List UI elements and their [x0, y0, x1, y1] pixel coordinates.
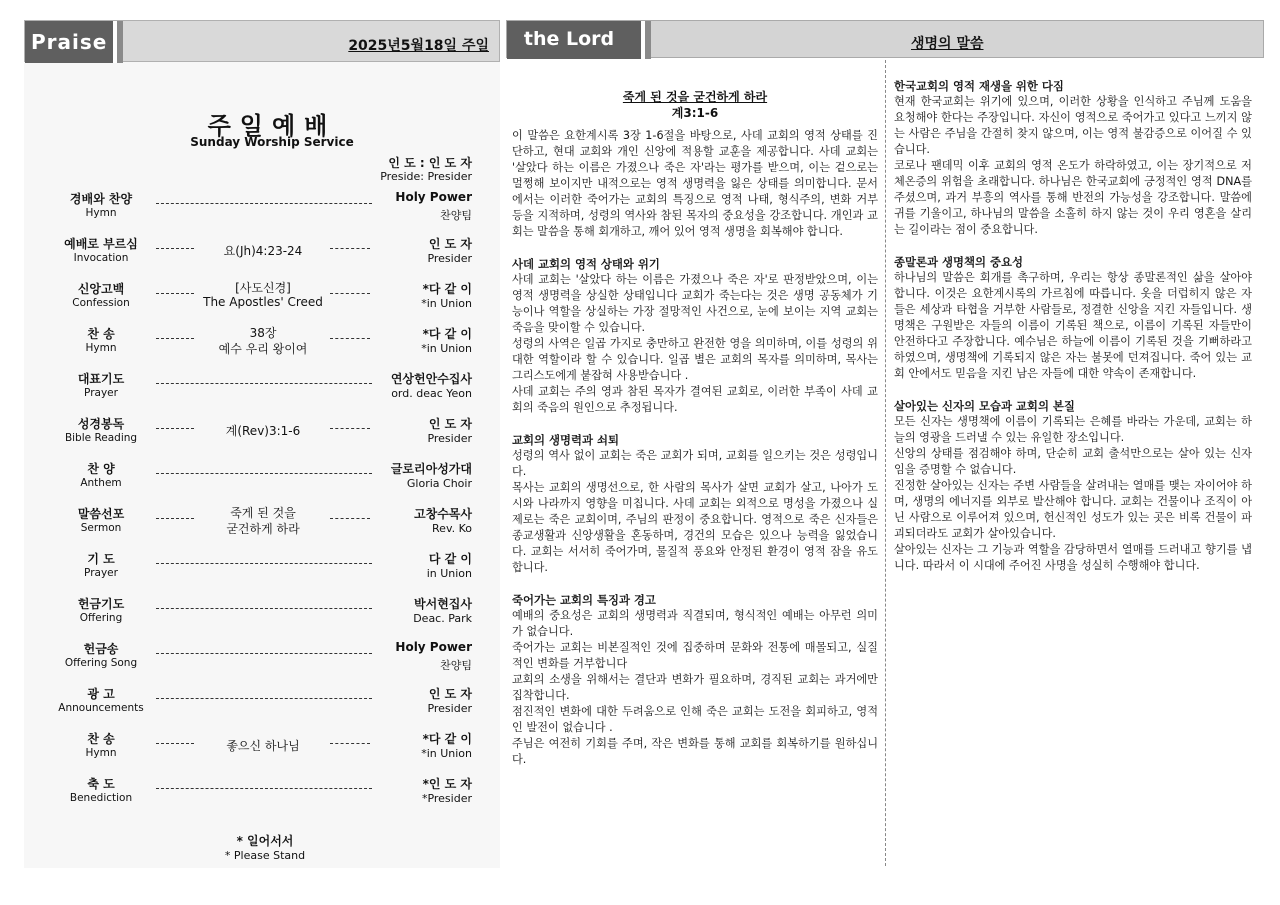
order-detail: 계(Rev)3:1-6 [225, 424, 301, 438]
order-row-sermon [24, 503, 500, 543]
order-detail: 죽게 된 것을 [230, 506, 296, 520]
order-item-ko: 찬 송 [87, 732, 115, 746]
order-leader-sub: ord. deac Yeon [391, 387, 472, 400]
preside-label-en: Preside: Presider [380, 170, 472, 183]
section-heading: 교회의 생명력과 쇠퇴 [512, 433, 619, 447]
sermon-intro: 이 말씀은 요한계시록 3장 1-6절을 바탕으로, 사데 교회의 영적 상태를 진단하고, 현대 교회와 개인 신앙에 적용할 교훈을 제공합니다. 사데 교회는 '살았다 하는 이름은 가졌으나 죽은 자'라는 평가를 받으며, 이는 겉으로는 멀쩡해 보이지만 내적으로는 영적 생명력을 잃은 상태를 의미합니다. 문서에서는 이러한 죽어가는 교회의 특징으로 영적 나태, 형식주의, 변화 거부 등을 지적하며, 성령의 역사와 참된 목자의 중요성을 강조합니다. 개인과 교회는 말씀을 통해 회개하고, 깨어 있어 영적 생명을 회복해야 합니다. [512, 129, 878, 238]
order-item-en: Confession [72, 297, 130, 309]
section-paragraph: 모든 신자는 생명책에 이름이 기록되는 은혜를 바라는 가운데, 교회는 하늘의 영광을 드러낼 수 있는 유일한 장소입니다. [894, 415, 1252, 444]
order-detail: 38장 [249, 326, 277, 340]
order-row-offering-song [24, 638, 500, 678]
section-paragraph: 신앙의 상태를 점검해야 하며, 단순히 교회 출석만으로는 살아 있는 신자임을 증명할 수 없습니다. [894, 447, 1252, 476]
order-leader: 다 같 이 [428, 552, 472, 566]
order-item-ko: 예배로 부르심 [64, 237, 138, 251]
section-paragraph: 주님은 여전히 기회를 주며, 작은 변화를 통해 교회를 회복하기를 원하십니다. [512, 737, 878, 766]
service-date: 2025년5월18일 주일 [348, 38, 489, 54]
section-paragraph: 점진적인 변화에 대한 두려움으로 인해 죽은 교회는 도전을 회피하고, 영적인 발전이 없습니다 . [512, 705, 878, 734]
order-row-prayer-union [24, 548, 500, 588]
order-leader: *다 같 이 [422, 327, 472, 341]
order-item-ko: 성경봉독 [77, 417, 125, 431]
order-leader-sub: Presider [427, 702, 472, 715]
order-leader-sub: Deac. Park [413, 612, 472, 625]
dotted-leader [330, 428, 370, 429]
order-item-en: Prayer [84, 387, 118, 399]
order-item-en: Anthem [80, 477, 122, 489]
dotted-leader [330, 518, 370, 519]
dotted-leader [156, 428, 194, 429]
order-item-en: Hymn [85, 747, 117, 759]
section-paragraph: 코로나 팬데믹 이후 교회의 영적 온도가 하락하였고, 이는 장기적으로 저체온증의 위험을 초래합니다. 하나님은 한국교회에 긍정적인 영적 DNA를 주셨으며, 과거 부흥의 역사를 통해 반전의 가능성을 강조합니다. 말씀에 귀를 기울이고, 하나님의 말씀을 소홀히 하지 않는 것이 우리 영혼을 살리는 길이라는 점이 중요합니다. [894, 159, 1252, 236]
order-leader: *다 같 이 [422, 282, 472, 296]
sermon-panel [506, 20, 1264, 868]
order-item-ko: 대표기도 [77, 372, 125, 386]
order-leader: Holy Power [395, 190, 472, 204]
order-leader-sub: Presider [427, 252, 472, 265]
dotted-leader [330, 293, 370, 294]
order-item-ko: 찬 송 [87, 327, 115, 341]
order-item-ko: 헌금송 [83, 642, 119, 656]
order-leader: 연상헌안수집사 [390, 372, 472, 386]
order-item-ko: 말씀선포 [77, 507, 125, 521]
sermon-column-1 [512, 128, 878, 784]
order-leader: 인 도 자 [428, 687, 472, 701]
order-row-invocation [24, 233, 500, 273]
order-item-ko: 찬 양 [87, 462, 115, 476]
section-paragraph: 현재 한국교회는 위기에 있으며, 이러한 상황을 인식하고 주님께 도움을 요청해야 한다는 주장입니다. 자신이 영적으로 죽어가고 있다고 느끼지 않는 사람은 주님을 간절히 찾지 않으며, 이는 영적 불감증으로 이어질 수 있습니다. [894, 95, 1252, 156]
praise-tag: Praise [25, 21, 117, 63]
dotted-leader [156, 653, 372, 654]
dotted-leader [156, 293, 194, 294]
order-leader-sub: *in Union [421, 747, 472, 760]
order-item-ko: 경배와 찬양 [69, 192, 133, 206]
section-paragraph: 성령의 사역은 일곱 가지로 충만하고 완전한 영을 의미하며, 이를 성령의 위대한 역할이라 할 수 있습니다. 일곱 별은 교회의 목자를 의미하며, 목사는 그리스도에게 붙잡혀 사용받습니다 . [512, 337, 878, 382]
dotted-leader [156, 383, 372, 384]
order-leader: 인 도 자 [428, 237, 472, 251]
order-item-ko: 기 도 [87, 552, 115, 566]
dotted-leader [156, 698, 372, 699]
section-heading: 죽어가는 교회의 특징과 경고 [512, 593, 656, 607]
order-item-en: Prayer [84, 567, 118, 579]
preside-label-ko: 인 도 : 인 도 자 [388, 156, 472, 170]
dotted-leader [330, 743, 370, 744]
order-row-benediction [24, 773, 500, 813]
order-item-ko: 헌금기도 [77, 597, 125, 611]
order-item-en: Hymn [85, 207, 117, 219]
worship-title-en: Sunday Worship Service [190, 135, 354, 149]
dotted-leader [330, 248, 370, 249]
order-detail-sub: 예수 우리 왕이여 [218, 342, 308, 356]
section-paragraph: 사데 교회는 '살았다 하는 이름은 가졌으나 죽은 자'로 판정받았으며, 이는 영적 생명력을 상실한 상태입니다 교회가 죽는다는 것은 생명 공동체가 기능이나 역할을 상실하는 가장 절망적인 사건으로, 눈에 보이는 지역 교회는 죽음을 맞이할 수 있습니다. [512, 273, 878, 334]
order-row-bible-reading [24, 413, 500, 453]
order-item-en: Invocation [73, 252, 129, 264]
order-leader: Holy Power [395, 640, 472, 654]
section-paragraph: 진정한 살아있는 신자는 주변 사람들을 살려내는 열매를 맺는 자이어야 하며, 생명의 에너지를 외부로 발산해야 합니다. 교회는 건물이나 조직이 아닌 사람으로 이루어져 있으며, 헌신적인 성도가 있는 곳은 비록 건물이 파괴되더라도 교회가 살아있습니다. [894, 479, 1252, 540]
dotted-leader [156, 338, 194, 339]
word-of-life-title: 생명의 말씀 [911, 36, 984, 52]
worship-title-ko: 주일예배 [207, 112, 337, 140]
order-detail-sub: The Apostles' Creed [203, 295, 323, 309]
section-paragraph: 하나님의 말씀은 회개를 촉구하며, 우리는 항상 종말론적인 삶을 살아야 합니다. 이것은 요한계시록의 가르침에 따릅니다. 옷을 더럽히지 않은 자들은 세상과 타협을 거부한 사람들로, 정결한 신앙을 지킨 자들입니다. 생명책은 구원받은 자들의 이름이 기록된 책으로, 이름이 기록된 자들만이 안전하다고 주장합니다. 예수님은 하늘에 이름이 기록된 것을 기뻐하라고 하였으며, 생명책에 기록되지 않은 자는 불못에 던져집니다. 죽어 있는 교회 안에서도 믿음을 지킨 남은 자들에 대한 약속이 존재합니다. [894, 271, 1252, 380]
order-detail: 좋으신 하나님 [226, 739, 300, 753]
order-of-worship-panel [24, 20, 500, 868]
order-leader: 글로리아성가대 [390, 462, 472, 476]
order-leader-sub: 찬양팀 [440, 209, 472, 222]
left-header-bar [24, 20, 500, 62]
right-header-bar [506, 20, 1264, 58]
order-leader-sub: *in Union [421, 342, 472, 355]
column-divider [885, 60, 886, 866]
order-item-ko: 축 도 [87, 777, 115, 791]
dotted-leader [156, 743, 194, 744]
order-row-anthem [24, 458, 500, 498]
order-row-closing-hymn [24, 728, 500, 768]
section-heading: 사데 교회의 영적 상태와 위기 [512, 257, 660, 271]
section-paragraph: 사데 교회는 주의 영과 참된 목자가 결여된 교회로, 이러한 부족이 사데 교회의 죽음의 원인으로 추정됩니다. [512, 385, 878, 414]
order-leader: 인 도 자 [428, 417, 472, 431]
order-leader-sub: Presider [427, 432, 472, 445]
order-leader-sub: in Union [426, 567, 472, 580]
order-row-offering [24, 593, 500, 633]
order-item-en: Benediction [69, 792, 133, 804]
order-item-en: Offering [79, 612, 123, 624]
order-leader-sub: *Presider [421, 792, 472, 805]
section-paragraph: 살아있는 신자는 그 기능과 역할을 감당하면서 열매를 드러내고 향기를 냅니다. 따라서 이 시대에 주어진 사명을 성실히 수행해야 합니다. [894, 543, 1252, 572]
order-leader-sub: Gloria Choir [406, 477, 472, 490]
order-row-confession [24, 278, 500, 318]
order-item-en: Announcements [58, 702, 144, 714]
order-leader: 박서현집사 [414, 597, 472, 611]
dotted-leader [156, 518, 194, 519]
dotted-leader [156, 248, 194, 249]
section-paragraph: 성령의 역사 없이 교회는 죽은 교회가 되며, 교회를 일으키는 것은 성령입니다. [512, 449, 878, 478]
order-leader: *인 도 자 [422, 777, 472, 791]
section-paragraph: 교회의 소생을 위해서는 결단과 변화가 필요하며, 경직된 교회는 과거에만 집착합니다. [512, 673, 878, 702]
order-detail-sub: 굳건하게 하라 [226, 522, 300, 536]
sermon-column-2 [894, 78, 1252, 590]
order-row-prayer [24, 368, 500, 408]
order-item-en: Bible Reading [64, 432, 138, 444]
order-detail: [사도신경] [235, 281, 291, 295]
order-leader-sub: 찬양팀 [440, 659, 472, 672]
section-heading: 살아있는 신자의 모습과 교회의 본질 [894, 399, 1075, 413]
sermon-scripture-ref: 계3:1-6 [671, 106, 719, 120]
order-row-hymn-38 [24, 323, 500, 363]
order-item-en: Hymn [85, 342, 117, 354]
order-item-ko: 신앙고백 [77, 282, 125, 296]
order-detail: 요(Jh)4:23-24 [223, 244, 303, 258]
order-leader-sub: *in Union [421, 297, 472, 310]
section-paragraph: 죽어가는 교회는 비본질적인 것에 집중하며 문화와 전통에 매몰되고, 실질적인 변화를 거부합니다 [512, 641, 878, 670]
please-stand-note-en: * Please Stand [224, 849, 306, 862]
order-item-ko: 광 고 [87, 687, 115, 701]
dotted-leader [156, 473, 372, 474]
sermon-title: 죽게 된 것을 굳건하게 하라 [622, 90, 768, 104]
the-lord-tag: the Lord [507, 21, 645, 59]
section-paragraph: 예배의 중요성은 교회의 생명력과 직결되며, 형식적인 예배는 아무런 의미가 없습니다. [512, 609, 878, 638]
order-item-en: Sermon [80, 522, 122, 534]
dotted-leader [156, 563, 372, 564]
dotted-leader [156, 203, 372, 204]
order-row-announcements [24, 683, 500, 723]
order-leader-sub: Rev. Ko [432, 522, 472, 535]
please-stand-note-ko: * 일어서서 [236, 834, 294, 848]
order-item-en: Offering Song [64, 657, 138, 669]
order-row-hymn [24, 188, 500, 228]
dotted-leader [156, 608, 372, 609]
order-leader: 고창수목사 [414, 507, 472, 521]
dotted-leader [156, 788, 372, 789]
section-heading: 종말론과 생명책의 중요성 [894, 255, 1023, 269]
section-heading: 한국교회의 영적 재생을 위한 다짐 [894, 79, 1064, 93]
order-leader: *다 같 이 [422, 732, 472, 746]
dotted-leader [330, 338, 370, 339]
section-paragraph: 목사는 교회의 생명선으로, 한 사람의 목사가 살면 교회가 살고, 나아가 도시와 나라까지 영향을 미칩니다. 사데 교회는 외적으로 명성을 가졌으나 실제로는 죽은 교회이며, 주님의 판정이 중요합니다. 영적으로 죽은 신자들은 종교생활과 신앙생활을 혼동하며, 경건의 모습은 있으나 능력을 잃었습니다. 교회는 서서히 죽어가며, 물질적 풍요와 안정된 환경이 영적 잠을 유도합니다. [512, 481, 878, 574]
